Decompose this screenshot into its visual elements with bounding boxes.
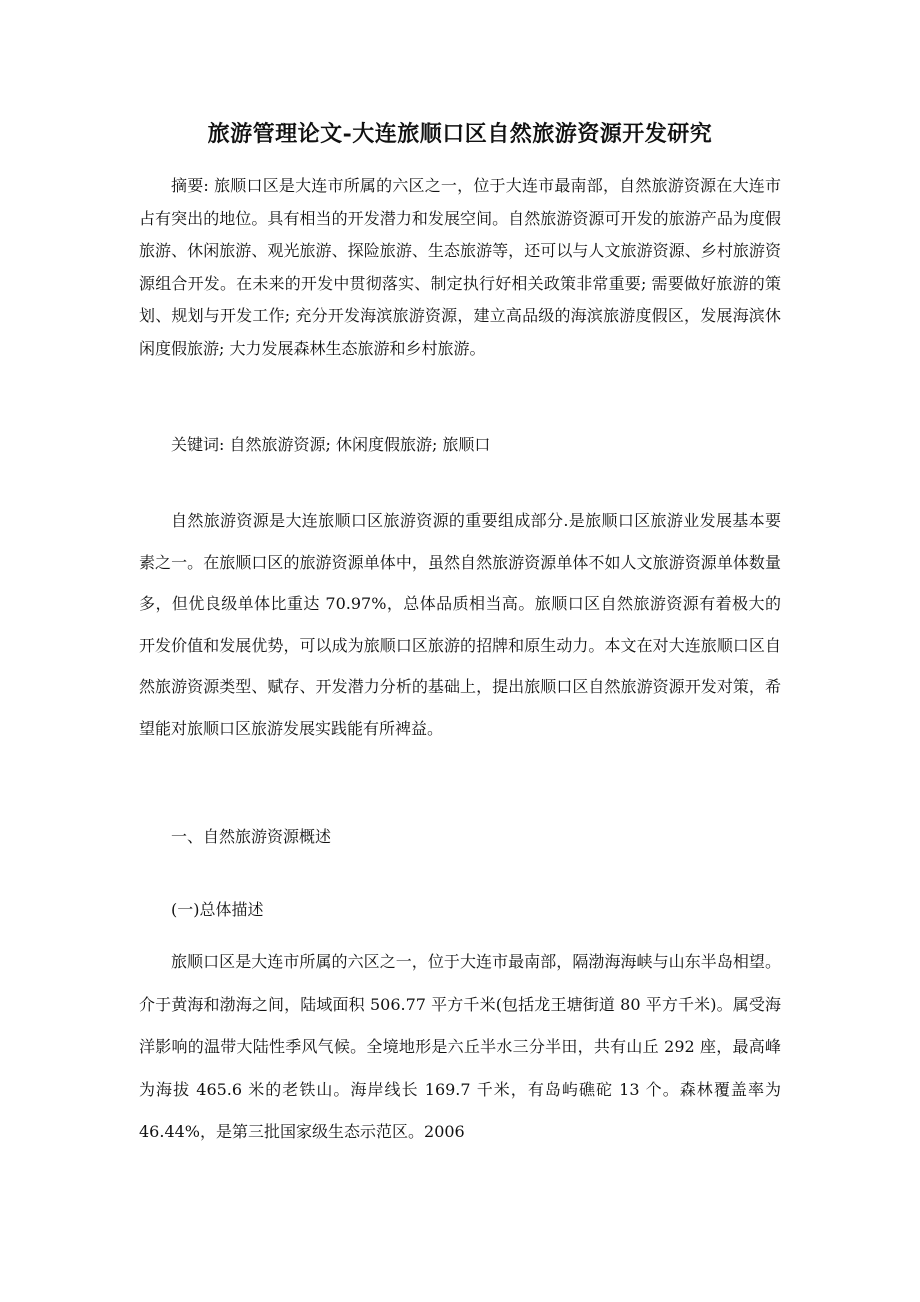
- subsection-body-paragraph: 旅顺口区是大连市所属的六区之一，位于大连市最南部，隔渤海海峡与山东半岛相望。介于黄海和渤海之间，陆域面积 506.77 平方千米(包括龙王塘街道 80 平方千米)。属受海洋影响的温带大陆性季风气候。全境地形是六丘半水三分半田，共有山丘 292 座，最高峰为海拔 465.6 米的老铁山。海岸线长 169.7 千米，有岛屿礁砣 13 个。森林覆盖率为 46.44%，是第三批国家级生态示范区。2006: [139, 952, 781, 1141]
- document-title: 旅游管理论文-大连旅顺口区自然旅游资源开发研究: [207, 121, 713, 147]
- abstract-paragraph: 摘要: 旅顺口区是大连市所属的六区之一，位于大连市最南部，自然旅游资源在大连市占有突出的地位。具有相当的开发潜力和发展空间。自然旅游资源可开发的旅游产品为度假旅游、休闲旅游、观光旅游、探险旅游、生态旅游等，还可以与人文旅游资源、乡村旅游资源组合开发。在未来的开发中贯彻落实、制定执行好相关政策非常重要; 需要做好旅游的策划、规划与开发工作; 充分开发海滨旅游资源，建立高品级的海滨旅游度假区，发展海滨休闲度假旅游; 大力发展森林生态旅游和乡村旅游。: [139, 176, 781, 358]
- keywords-line: 关键词: 自然旅游资源; 休闲度假旅游; 旅顺口: [171, 435, 491, 454]
- subsection-heading: (一)总体描述: [171, 900, 264, 919]
- section-heading: 一、自然旅游资源概述: [171, 827, 332, 846]
- intro-paragraph: 自然旅游资源是大连旅顺口区旅游资源的重要组成部分.是旅顺口区旅游业发展基本要素之一。在旅顺口区的旅游资源单体中，虽然自然旅游资源单体不如人文旅游资源单体数量多，但优良级单体比重达 70.97%，总体品质相当高。旅顺口区自然旅游资源有着极大的开发价值和发展优势，可以成为旅顺口区旅游的招牌和原生动力。本文在对大连旅顺口区自然旅游资源类型、赋存、开发潜力分析的基础上，提出旅顺口区自然旅游资源开发对策，希望能对旅顺口区旅游发展实践能有所裨益。: [139, 511, 781, 738]
